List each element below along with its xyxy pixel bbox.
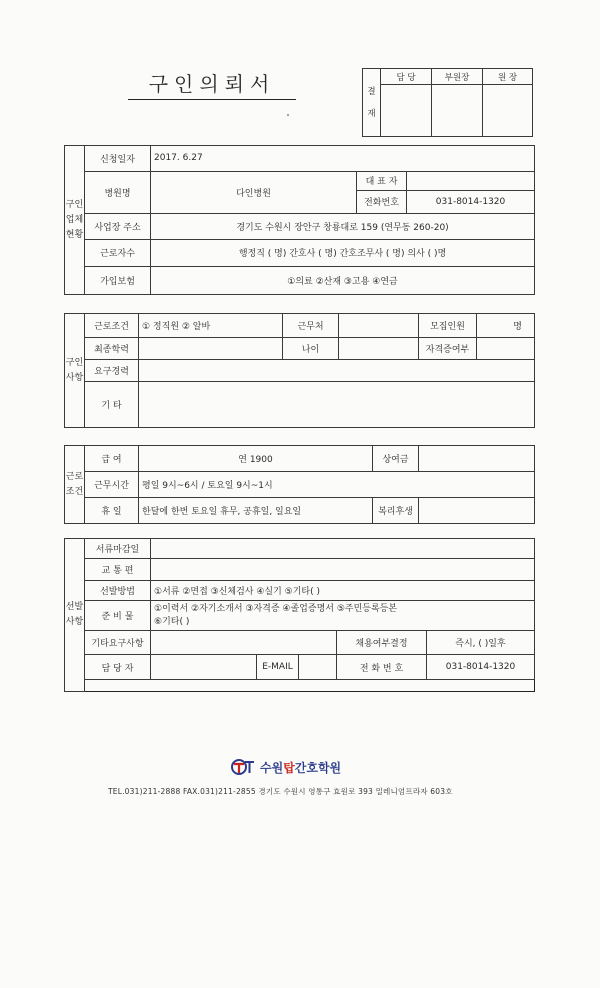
workplace-label: 근무처 [283, 314, 339, 338]
academy-logo-mark-icon [230, 758, 256, 776]
apply-date-label: 신청일자 [85, 146, 151, 172]
tel-label: 전 화 번 호 [337, 655, 427, 680]
logo-prefix: 수원 [260, 760, 284, 775]
work-side-label: 근로조건 [65, 446, 85, 524]
other-requirements-value[interactable] [151, 631, 337, 655]
education-value[interactable] [139, 338, 283, 360]
approval-sign-vice[interactable] [432, 85, 483, 137]
workers-value[interactable]: 행정직 ( 명) 간호사 ( 명) 간호조무사 ( 명) 의사 ( )명 [151, 239, 535, 267]
representative-label: 대 표 자 [357, 171, 407, 190]
hours-value[interactable]: 평일 9시~6시 / 토요일 9시~1시 [139, 472, 535, 498]
recruit-label: 모집인원 [419, 314, 477, 338]
academy-logo-text [260, 759, 341, 776]
age-label: 나이 [283, 338, 339, 360]
footer-contact: TEL.031)211-2888 FAX.031)211-2855 경기도 수원시 영통구 효원로 393 밀레니엄프라자 603호 [108, 787, 453, 796]
documents-value[interactable] [151, 601, 535, 631]
holiday-label: 휴 일 [85, 498, 139, 524]
phone-label: 전화번호 [357, 190, 407, 213]
representative-value[interactable] [407, 171, 535, 190]
email-cell [257, 655, 337, 680]
approval-header-vice: 부원장 [432, 69, 483, 85]
logo-suffix: 간호학원 [294, 760, 342, 775]
approval-sign-director[interactable] [483, 85, 533, 137]
manager-value[interactable] [151, 655, 257, 680]
approval-box [362, 68, 533, 137]
approval-side-label: 결 재 [363, 69, 381, 137]
hospital-value[interactable]: 다인병원 [151, 171, 357, 214]
bonus-value[interactable] [419, 446, 535, 472]
license-value[interactable] [477, 338, 535, 360]
license-label: 자격증여부 [419, 338, 477, 360]
deadline-label: 서류마감일 [85, 539, 151, 559]
deadline-value[interactable] [151, 539, 535, 559]
approval-header-staff: 담 당 [381, 69, 432, 85]
age-value[interactable] [339, 338, 419, 360]
holiday-value[interactable]: 한달에 한번 토요일 휴무, 공휴일, 일요일 [139, 498, 373, 524]
job-etc-label: 기 타 [85, 382, 139, 428]
bonus-label: 상여금 [373, 446, 419, 472]
hours-label: 근무시간 [85, 472, 139, 498]
other-requirements-label: 기타요구사항 [85, 631, 151, 655]
workplace-value[interactable] [339, 314, 419, 338]
approval-sign-staff[interactable] [381, 85, 432, 137]
manager-label: 담 당 자 [85, 655, 151, 680]
job-side-label: 구인사항 [65, 314, 85, 428]
hospital-label: 병원명 [85, 171, 151, 214]
education-label: 최종학력 [85, 338, 139, 360]
condition-label: 근로조건 [85, 314, 139, 338]
workers-label: 근로자수 [85, 239, 151, 267]
transport-label: 교 통 편 [85, 559, 151, 581]
approval-header-director: 원 장 [483, 69, 533, 85]
insurance-value[interactable]: ①의료 ②산재 ③고용 ④연금 [151, 267, 535, 295]
method-value[interactable]: ①서류 ②면접 ③신체검사 ④실기 ⑤기타( ) [151, 581, 535, 601]
welfare-value[interactable] [419, 498, 535, 524]
apply-date-value[interactable]: 2017. 6.27 [151, 146, 535, 172]
page-title: 구인의뢰서 [128, 68, 296, 100]
selection-section [64, 538, 535, 692]
phone-value[interactable]: 031-8014-1320 [407, 190, 535, 213]
career-value[interactable] [139, 360, 535, 382]
documents-line-2: ⑥기타( ) [154, 616, 190, 627]
salary-value[interactable]: 연 1900 [139, 446, 373, 472]
company-section [64, 145, 535, 295]
company-side-label: 구인업체현황 [65, 146, 85, 295]
transport-value[interactable] [151, 559, 535, 581]
documents-label: 준 비 물 [85, 601, 151, 631]
salary-label: 급 여 [85, 446, 139, 472]
welfare-label: 복리후생 [373, 498, 419, 524]
insurance-label: 가입보험 [85, 267, 151, 295]
job-etc-value[interactable] [139, 382, 535, 428]
hire-decision-label: 채용여부결정 [337, 631, 427, 655]
address-value[interactable]: 경기도 수원시 장안구 창룡대로 159 (연무동 260-20) [151, 214, 535, 240]
recruit-value[interactable]: 명 [477, 314, 535, 338]
selection-bottom-padding [85, 680, 535, 692]
job-section [64, 313, 535, 428]
method-label: 선발방법 [85, 581, 151, 601]
documents-line-1: ①이력서 ②자기소개서 ③자격증 ④졸업증명서 ⑤주민등록등본 [154, 603, 398, 614]
condition-value[interactable]: ① 정직원 ② 알바 [139, 314, 283, 338]
career-label: 요구경력 [85, 360, 139, 382]
address-label: 사업장 주소 [85, 214, 151, 240]
selection-side-label: 선발사항 [65, 539, 85, 692]
logo-mid: 탑 [283, 760, 295, 775]
email-label: E-MAIL [257, 655, 299, 679]
stray-dot [287, 114, 289, 116]
hire-decision-value[interactable]: 즉시, ( )일후 [427, 631, 535, 655]
academy-logo [230, 756, 341, 778]
tel-value[interactable]: 031-8014-1320 [427, 655, 535, 680]
work-section [64, 445, 535, 524]
